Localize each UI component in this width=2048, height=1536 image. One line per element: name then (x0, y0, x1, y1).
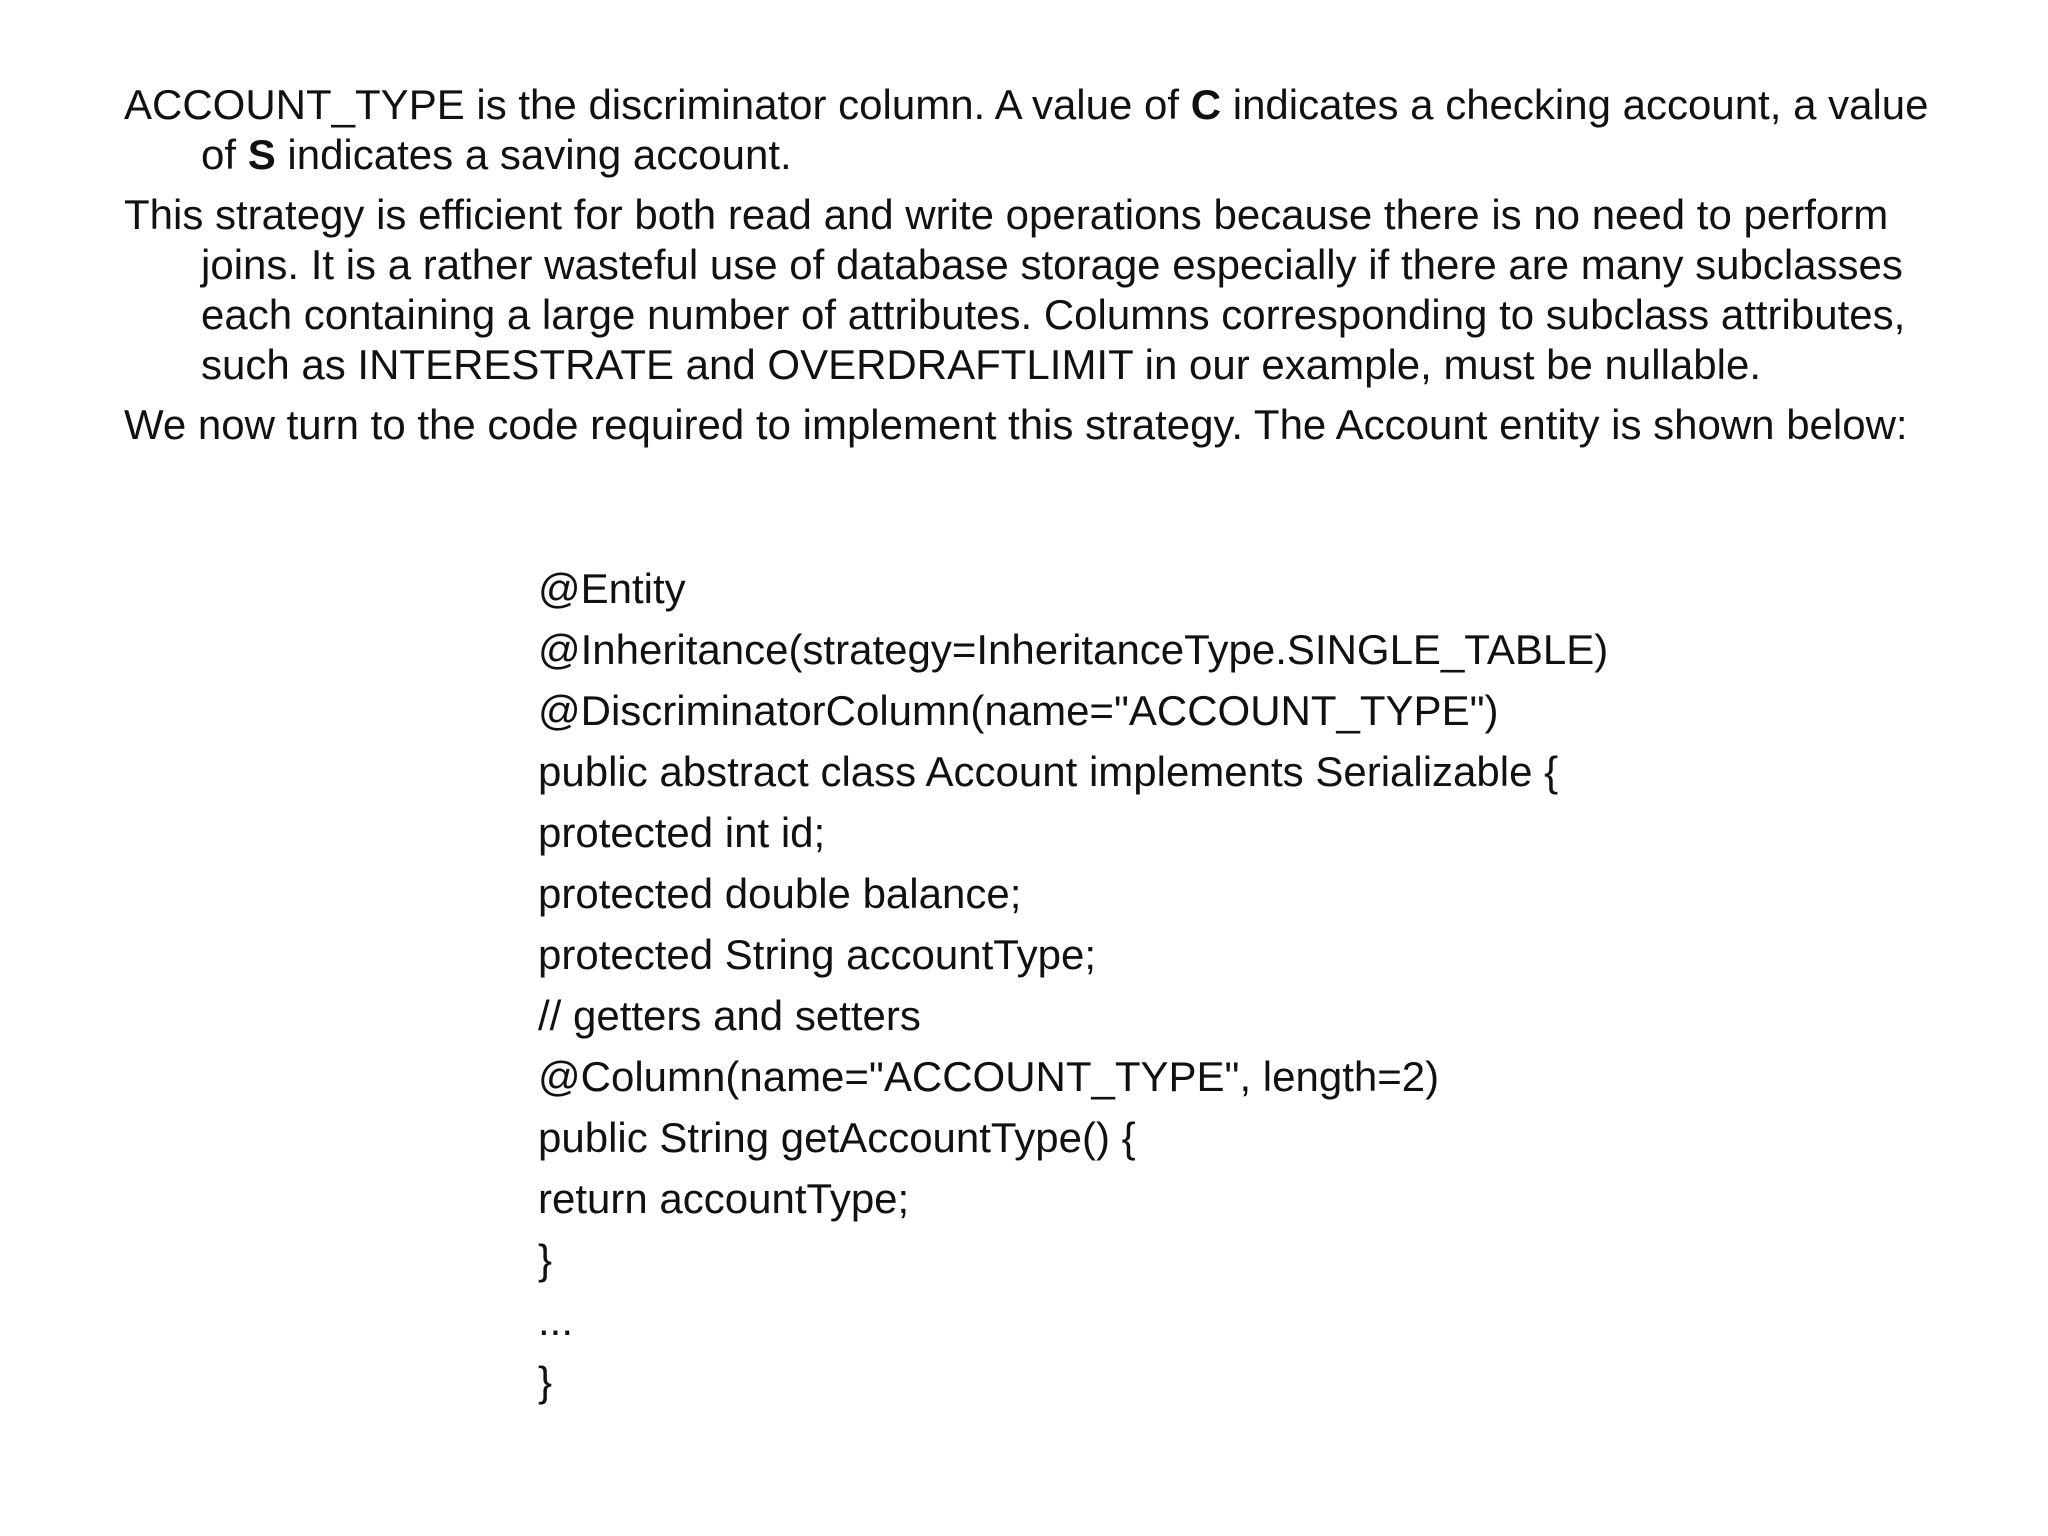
paragraph-code-intro: We now turn to the code required to implement this strategy. The Account entity is shown below: (124, 401, 1908, 448)
paragraph-discriminator (124, 80, 1964, 180)
paragraph-1-text-b: indicates a checking account, a value of (201, 81, 1929, 178)
code-line: public abstract class Account implements Serializable { (538, 748, 1559, 795)
code-line: } (538, 1358, 553, 1405)
paragraph-1-text-a: ACCOUNT_TYPE is the discriminator column. A value of (124, 81, 1191, 128)
code-line: @DiscriminatorColumn(name="ACCOUNT_TYPE") (538, 687, 1499, 734)
code-line: @Inheritance(strategy=InheritanceType.SINGLE_TABLE) (538, 626, 1609, 673)
code-line: @Column(name="ACCOUNT_TYPE", length=2) (538, 1053, 1440, 1100)
code-line: protected double balance; (538, 870, 1022, 917)
code-line: return accountType; (538, 1175, 910, 1222)
code-line: ... (538, 1297, 574, 1344)
code-listing (538, 558, 1938, 1412)
paragraph-1-text-c: indicates a saving account. (275, 131, 792, 178)
code-line: @Entity (538, 565, 686, 612)
value-c: C (1190, 81, 1222, 128)
code-line: public String getAccountType() { (538, 1114, 1136, 1161)
code-line: protected int id; (538, 809, 826, 856)
value-s: S (247, 131, 276, 178)
code-line: // getters and setters (538, 992, 921, 1039)
paragraph-strategy: This strategy is efficient for both read and write operations because there is no need to perform joins. It is a rather wasteful use of database storage especially if there are many subclasses each containing a large number of attributes. Columns corresponding to subclass attributes, such as INTERESTRATE and OVERDRAFTLIMIT in our example, must be nullable. (124, 191, 1906, 388)
code-line: } (538, 1236, 553, 1283)
code-line: protected String accountType; (538, 931, 1096, 978)
body-text (124, 80, 1964, 460)
